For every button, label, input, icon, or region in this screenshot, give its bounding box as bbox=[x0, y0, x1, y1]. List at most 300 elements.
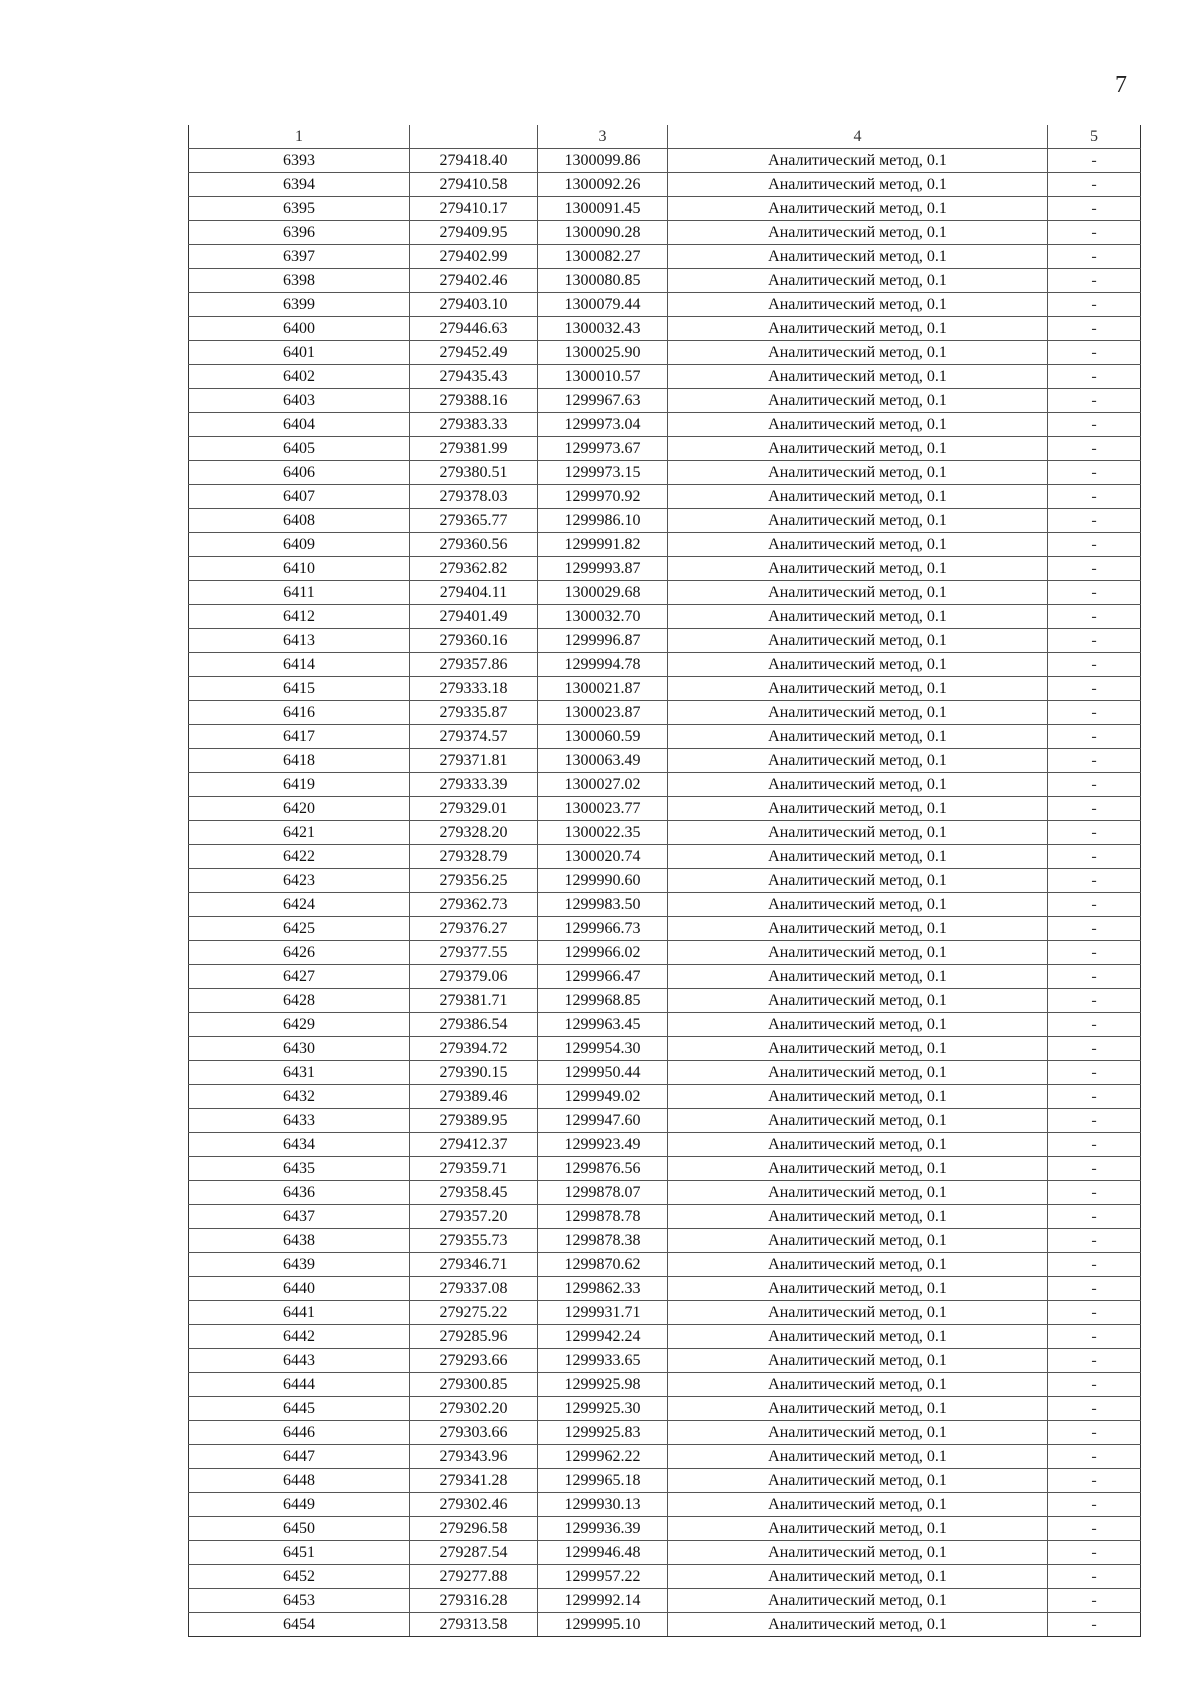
note-cell: - bbox=[1048, 1061, 1141, 1085]
x-coordinate-cell: 279358.45 bbox=[410, 1181, 538, 1205]
x-coordinate-cell: 279313.58 bbox=[410, 1613, 538, 1637]
header-col-5: 5 bbox=[1048, 125, 1141, 149]
point-number-cell: 6423 bbox=[189, 869, 410, 893]
note-cell: - bbox=[1048, 629, 1141, 653]
y-coordinate-cell: 1299947.60 bbox=[538, 1109, 668, 1133]
x-coordinate-cell: 279435.43 bbox=[410, 365, 538, 389]
method-cell: Аналитический метод, 0.1 bbox=[668, 1181, 1048, 1205]
x-coordinate-cell: 279329.01 bbox=[410, 797, 538, 821]
method-cell: Аналитический метод, 0.1 bbox=[668, 989, 1048, 1013]
y-coordinate-cell: 1300022.35 bbox=[538, 821, 668, 845]
method-cell: Аналитический метод, 0.1 bbox=[668, 1085, 1048, 1109]
note-cell: - bbox=[1048, 269, 1141, 293]
table-row bbox=[189, 269, 1141, 293]
point-number-cell: 6425 bbox=[189, 917, 410, 941]
y-coordinate-cell: 1300027.02 bbox=[538, 773, 668, 797]
point-number-cell: 6411 bbox=[189, 581, 410, 605]
x-coordinate-cell: 279410.58 bbox=[410, 173, 538, 197]
method-cell: Аналитический метод, 0.1 bbox=[668, 677, 1048, 701]
method-cell: Аналитический метод, 0.1 bbox=[668, 629, 1048, 653]
table-row bbox=[189, 509, 1141, 533]
y-coordinate-cell: 1299991.82 bbox=[538, 533, 668, 557]
y-coordinate-cell: 1300063.49 bbox=[538, 749, 668, 773]
point-number-cell: 6413 bbox=[189, 629, 410, 653]
method-cell: Аналитический метод, 0.1 bbox=[668, 1397, 1048, 1421]
method-cell: Аналитический метод, 0.1 bbox=[668, 1613, 1048, 1637]
note-cell: - bbox=[1048, 1205, 1141, 1229]
method-cell: Аналитический метод, 0.1 bbox=[668, 773, 1048, 797]
note-cell: - bbox=[1048, 1277, 1141, 1301]
x-coordinate-cell: 279380.51 bbox=[410, 461, 538, 485]
table-row bbox=[189, 173, 1141, 197]
x-coordinate-cell: 279287.54 bbox=[410, 1541, 538, 1565]
point-number-cell: 6437 bbox=[189, 1205, 410, 1229]
x-coordinate-cell: 279371.81 bbox=[410, 749, 538, 773]
note-cell: - bbox=[1048, 245, 1141, 269]
method-cell: Аналитический метод, 0.1 bbox=[668, 1013, 1048, 1037]
method-cell: Аналитический метод, 0.1 bbox=[668, 1109, 1048, 1133]
y-coordinate-cell: 1299973.15 bbox=[538, 461, 668, 485]
method-cell: Аналитический метод, 0.1 bbox=[668, 341, 1048, 365]
method-cell: Аналитический метод, 0.1 bbox=[668, 797, 1048, 821]
y-coordinate-cell: 1299878.07 bbox=[538, 1181, 668, 1205]
x-coordinate-cell: 279379.06 bbox=[410, 965, 538, 989]
header-col-3: 3 bbox=[538, 125, 668, 149]
note-cell: - bbox=[1048, 1133, 1141, 1157]
method-cell: Аналитический метод, 0.1 bbox=[668, 1037, 1048, 1061]
note-cell: - bbox=[1048, 1301, 1141, 1325]
point-number-cell: 6394 bbox=[189, 173, 410, 197]
note-cell: - bbox=[1048, 1493, 1141, 1517]
y-coordinate-cell: 1299990.60 bbox=[538, 869, 668, 893]
method-cell: Аналитический метод, 0.1 bbox=[668, 893, 1048, 917]
y-coordinate-cell: 1299878.78 bbox=[538, 1205, 668, 1229]
table-row bbox=[189, 1229, 1141, 1253]
x-coordinate-cell: 279365.77 bbox=[410, 509, 538, 533]
header-col-1: 1 bbox=[189, 125, 410, 149]
table-row bbox=[189, 1541, 1141, 1565]
note-cell: - bbox=[1048, 485, 1141, 509]
y-coordinate-cell: 1300023.77 bbox=[538, 797, 668, 821]
method-cell: Аналитический метод, 0.1 bbox=[668, 293, 1048, 317]
table-row bbox=[189, 1085, 1141, 1109]
method-cell: Аналитический метод, 0.1 bbox=[668, 965, 1048, 989]
note-cell: - bbox=[1048, 1541, 1141, 1565]
note-cell: - bbox=[1048, 1469, 1141, 1493]
x-coordinate-cell: 279360.56 bbox=[410, 533, 538, 557]
table-row bbox=[189, 1253, 1141, 1277]
point-number-cell: 6447 bbox=[189, 1445, 410, 1469]
table-row bbox=[189, 725, 1141, 749]
note-cell: - bbox=[1048, 221, 1141, 245]
y-coordinate-cell: 1299925.83 bbox=[538, 1421, 668, 1445]
y-coordinate-cell: 1299957.22 bbox=[538, 1565, 668, 1589]
table-row bbox=[189, 197, 1141, 221]
table-row bbox=[189, 1421, 1141, 1445]
point-number-cell: 6443 bbox=[189, 1349, 410, 1373]
table-row bbox=[189, 1277, 1141, 1301]
x-coordinate-cell: 279404.11 bbox=[410, 581, 538, 605]
point-number-cell: 6407 bbox=[189, 485, 410, 509]
y-coordinate-cell: 1299950.44 bbox=[538, 1061, 668, 1085]
header-row bbox=[189, 125, 1141, 149]
x-coordinate-cell: 279409.95 bbox=[410, 221, 538, 245]
point-number-cell: 6417 bbox=[189, 725, 410, 749]
x-coordinate-cell: 279378.03 bbox=[410, 485, 538, 509]
method-cell: Аналитический метод, 0.1 bbox=[668, 173, 1048, 197]
x-coordinate-cell: 279389.95 bbox=[410, 1109, 538, 1133]
x-coordinate-cell: 279360.16 bbox=[410, 629, 538, 653]
method-cell: Аналитический метод, 0.1 bbox=[668, 581, 1048, 605]
method-cell: Аналитический метод, 0.1 bbox=[668, 1589, 1048, 1613]
x-coordinate-cell: 279359.71 bbox=[410, 1157, 538, 1181]
table-row bbox=[189, 1301, 1141, 1325]
x-coordinate-cell: 279333.39 bbox=[410, 773, 538, 797]
method-cell: Аналитический метод, 0.1 bbox=[668, 1469, 1048, 1493]
y-coordinate-cell: 1299949.02 bbox=[538, 1085, 668, 1109]
point-number-cell: 6401 bbox=[189, 341, 410, 365]
table-row bbox=[189, 1397, 1141, 1421]
point-number-cell: 6450 bbox=[189, 1517, 410, 1541]
note-cell: - bbox=[1048, 749, 1141, 773]
y-coordinate-cell: 1299963.45 bbox=[538, 1013, 668, 1037]
note-cell: - bbox=[1048, 965, 1141, 989]
table-row bbox=[189, 389, 1141, 413]
page-number: 7 bbox=[1115, 72, 1127, 98]
table-row bbox=[189, 773, 1141, 797]
method-cell: Аналитический метод, 0.1 bbox=[668, 1325, 1048, 1349]
point-number-cell: 6438 bbox=[189, 1229, 410, 1253]
y-coordinate-cell: 1299878.38 bbox=[538, 1229, 668, 1253]
method-cell: Аналитический метод, 0.1 bbox=[668, 365, 1048, 389]
point-number-cell: 6399 bbox=[189, 293, 410, 317]
y-coordinate-cell: 1300025.90 bbox=[538, 341, 668, 365]
point-number-cell: 6441 bbox=[189, 1301, 410, 1325]
point-number-cell: 6429 bbox=[189, 1013, 410, 1037]
point-number-cell: 6408 bbox=[189, 509, 410, 533]
x-coordinate-cell: 279390.15 bbox=[410, 1061, 538, 1085]
y-coordinate-cell: 1299996.87 bbox=[538, 629, 668, 653]
x-coordinate-cell: 279316.28 bbox=[410, 1589, 538, 1613]
method-cell: Аналитический метод, 0.1 bbox=[668, 941, 1048, 965]
table-body bbox=[189, 149, 1141, 1637]
point-number-cell: 6436 bbox=[189, 1181, 410, 1205]
point-number-cell: 6404 bbox=[189, 413, 410, 437]
point-number-cell: 6410 bbox=[189, 557, 410, 581]
note-cell: - bbox=[1048, 845, 1141, 869]
note-cell: - bbox=[1048, 869, 1141, 893]
point-number-cell: 6432 bbox=[189, 1085, 410, 1109]
x-coordinate-cell: 279377.55 bbox=[410, 941, 538, 965]
table-row bbox=[189, 1037, 1141, 1061]
point-number-cell: 6442 bbox=[189, 1325, 410, 1349]
method-cell: Аналитический метод, 0.1 bbox=[668, 509, 1048, 533]
x-coordinate-cell: 279328.20 bbox=[410, 821, 538, 845]
table-row bbox=[189, 1373, 1141, 1397]
note-cell: - bbox=[1048, 341, 1141, 365]
point-number-cell: 6454 bbox=[189, 1613, 410, 1637]
y-coordinate-cell: 1300021.87 bbox=[538, 677, 668, 701]
method-cell: Аналитический метод, 0.1 bbox=[668, 749, 1048, 773]
note-cell: - bbox=[1048, 773, 1141, 797]
note-cell: - bbox=[1048, 1037, 1141, 1061]
method-cell: Аналитический метод, 0.1 bbox=[668, 413, 1048, 437]
table-row bbox=[189, 293, 1141, 317]
x-coordinate-cell: 279446.63 bbox=[410, 317, 538, 341]
note-cell: - bbox=[1048, 149, 1141, 173]
point-number-cell: 6395 bbox=[189, 197, 410, 221]
y-coordinate-cell: 1299933.65 bbox=[538, 1349, 668, 1373]
header-col-4: 4 bbox=[668, 125, 1048, 149]
note-cell: - bbox=[1048, 1109, 1141, 1133]
note-cell: - bbox=[1048, 557, 1141, 581]
y-coordinate-cell: 1300060.59 bbox=[538, 725, 668, 749]
table-row bbox=[189, 1517, 1141, 1541]
method-cell: Аналитический метод, 0.1 bbox=[668, 269, 1048, 293]
x-coordinate-cell: 279357.20 bbox=[410, 1205, 538, 1229]
table-row bbox=[189, 1109, 1141, 1133]
note-cell: - bbox=[1048, 293, 1141, 317]
point-number-cell: 6452 bbox=[189, 1565, 410, 1589]
y-coordinate-cell: 1299966.47 bbox=[538, 965, 668, 989]
point-number-cell: 6453 bbox=[189, 1589, 410, 1613]
table-row bbox=[189, 413, 1141, 437]
note-cell: - bbox=[1048, 941, 1141, 965]
method-cell: Аналитический метод, 0.1 bbox=[668, 1445, 1048, 1469]
note-cell: - bbox=[1048, 413, 1141, 437]
point-number-cell: 6405 bbox=[189, 437, 410, 461]
table-row bbox=[189, 1469, 1141, 1493]
note-cell: - bbox=[1048, 605, 1141, 629]
y-coordinate-cell: 1300099.86 bbox=[538, 149, 668, 173]
point-number-cell: 6444 bbox=[189, 1373, 410, 1397]
method-cell: Аналитический метод, 0.1 bbox=[668, 1373, 1048, 1397]
point-number-cell: 6433 bbox=[189, 1109, 410, 1133]
x-coordinate-cell: 279394.72 bbox=[410, 1037, 538, 1061]
x-coordinate-cell: 279362.73 bbox=[410, 893, 538, 917]
x-coordinate-cell: 279335.87 bbox=[410, 701, 538, 725]
x-coordinate-cell: 279389.46 bbox=[410, 1085, 538, 1109]
x-coordinate-cell: 279410.17 bbox=[410, 197, 538, 221]
table-row bbox=[189, 1181, 1141, 1205]
note-cell: - bbox=[1048, 677, 1141, 701]
y-coordinate-cell: 1299965.18 bbox=[538, 1469, 668, 1493]
method-cell: Аналитический метод, 0.1 bbox=[668, 557, 1048, 581]
table-row bbox=[189, 1445, 1141, 1469]
note-cell: - bbox=[1048, 1229, 1141, 1253]
table-row bbox=[189, 1349, 1141, 1373]
point-number-cell: 6428 bbox=[189, 989, 410, 1013]
table-row bbox=[189, 557, 1141, 581]
note-cell: - bbox=[1048, 1157, 1141, 1181]
x-coordinate-cell: 279412.37 bbox=[410, 1133, 538, 1157]
point-number-cell: 6446 bbox=[189, 1421, 410, 1445]
table-row bbox=[189, 221, 1141, 245]
note-cell: - bbox=[1048, 173, 1141, 197]
y-coordinate-cell: 1299973.04 bbox=[538, 413, 668, 437]
y-coordinate-cell: 1299995.10 bbox=[538, 1613, 668, 1637]
method-cell: Аналитический метод, 0.1 bbox=[668, 1301, 1048, 1325]
point-number-cell: 6427 bbox=[189, 965, 410, 989]
y-coordinate-cell: 1299876.56 bbox=[538, 1157, 668, 1181]
table-row bbox=[189, 653, 1141, 677]
method-cell: Аналитический метод, 0.1 bbox=[668, 389, 1048, 413]
y-coordinate-cell: 1300080.85 bbox=[538, 269, 668, 293]
method-cell: Аналитический метод, 0.1 bbox=[668, 221, 1048, 245]
y-coordinate-cell: 1300079.44 bbox=[538, 293, 668, 317]
method-cell: Аналитический метод, 0.1 bbox=[668, 437, 1048, 461]
method-cell: Аналитический метод, 0.1 bbox=[668, 149, 1048, 173]
table-row bbox=[189, 1565, 1141, 1589]
note-cell: - bbox=[1048, 1325, 1141, 1349]
x-coordinate-cell: 279337.08 bbox=[410, 1277, 538, 1301]
note-cell: - bbox=[1048, 389, 1141, 413]
method-cell: Аналитический метод, 0.1 bbox=[668, 1565, 1048, 1589]
note-cell: - bbox=[1048, 1013, 1141, 1037]
method-cell: Аналитический метод, 0.1 bbox=[668, 605, 1048, 629]
point-number-cell: 6424 bbox=[189, 893, 410, 917]
method-cell: Аналитический метод, 0.1 bbox=[668, 1133, 1048, 1157]
x-coordinate-cell: 279341.28 bbox=[410, 1469, 538, 1493]
y-coordinate-cell: 1300032.70 bbox=[538, 605, 668, 629]
point-number-cell: 6421 bbox=[189, 821, 410, 845]
method-cell: Аналитический метод, 0.1 bbox=[668, 1157, 1048, 1181]
table-row bbox=[189, 437, 1141, 461]
x-coordinate-cell: 279293.66 bbox=[410, 1349, 538, 1373]
x-coordinate-cell: 279275.22 bbox=[410, 1301, 538, 1325]
table-row bbox=[189, 1589, 1141, 1613]
note-cell: - bbox=[1048, 1517, 1141, 1541]
y-coordinate-cell: 1299936.39 bbox=[538, 1517, 668, 1541]
point-number-cell: 6422 bbox=[189, 845, 410, 869]
method-cell: Аналитический метод, 0.1 bbox=[668, 653, 1048, 677]
y-coordinate-cell: 1300091.45 bbox=[538, 197, 668, 221]
x-coordinate-cell: 279376.27 bbox=[410, 917, 538, 941]
point-number-cell: 6435 bbox=[189, 1157, 410, 1181]
table-row bbox=[189, 485, 1141, 509]
x-coordinate-cell: 279374.57 bbox=[410, 725, 538, 749]
x-coordinate-cell: 279402.99 bbox=[410, 245, 538, 269]
y-coordinate-cell: 1299966.02 bbox=[538, 941, 668, 965]
point-number-cell: 6431 bbox=[189, 1061, 410, 1085]
table-row bbox=[189, 701, 1141, 725]
coordinates-table bbox=[188, 125, 1141, 1637]
table-row bbox=[189, 869, 1141, 893]
point-number-cell: 6393 bbox=[189, 149, 410, 173]
x-coordinate-cell: 279381.71 bbox=[410, 989, 538, 1013]
y-coordinate-cell: 1299986.10 bbox=[538, 509, 668, 533]
point-number-cell: 6418 bbox=[189, 749, 410, 773]
note-cell: - bbox=[1048, 533, 1141, 557]
x-coordinate-cell: 279328.79 bbox=[410, 845, 538, 869]
method-cell: Аналитический метод, 0.1 bbox=[668, 869, 1048, 893]
table-row bbox=[189, 1493, 1141, 1517]
y-coordinate-cell: 1300082.27 bbox=[538, 245, 668, 269]
table-row bbox=[189, 581, 1141, 605]
x-coordinate-cell: 279452.49 bbox=[410, 341, 538, 365]
y-coordinate-cell: 1299970.92 bbox=[538, 485, 668, 509]
point-number-cell: 6426 bbox=[189, 941, 410, 965]
point-number-cell: 6400 bbox=[189, 317, 410, 341]
method-cell: Аналитический метод, 0.1 bbox=[668, 461, 1048, 485]
note-cell: - bbox=[1048, 1373, 1141, 1397]
x-coordinate-cell: 279285.96 bbox=[410, 1325, 538, 1349]
method-cell: Аналитический метод, 0.1 bbox=[668, 701, 1048, 725]
note-cell: - bbox=[1048, 653, 1141, 677]
note-cell: - bbox=[1048, 461, 1141, 485]
y-coordinate-cell: 1299946.48 bbox=[538, 1541, 668, 1565]
y-coordinate-cell: 1299973.67 bbox=[538, 437, 668, 461]
point-number-cell: 6414 bbox=[189, 653, 410, 677]
note-cell: - bbox=[1048, 1421, 1141, 1445]
x-coordinate-cell: 279355.73 bbox=[410, 1229, 538, 1253]
y-coordinate-cell: 1299966.73 bbox=[538, 917, 668, 941]
method-cell: Аналитический метод, 0.1 bbox=[668, 725, 1048, 749]
method-cell: Аналитический метод, 0.1 bbox=[668, 1517, 1048, 1541]
x-coordinate-cell: 279362.82 bbox=[410, 557, 538, 581]
y-coordinate-cell: 1299967.63 bbox=[538, 389, 668, 413]
note-cell: - bbox=[1048, 437, 1141, 461]
x-coordinate-cell: 279277.88 bbox=[410, 1565, 538, 1589]
method-cell: Аналитический метод, 0.1 bbox=[668, 845, 1048, 869]
method-cell: Аналитический метод, 0.1 bbox=[668, 1421, 1048, 1445]
x-coordinate-cell: 279356.25 bbox=[410, 869, 538, 893]
y-coordinate-cell: 1300020.74 bbox=[538, 845, 668, 869]
y-coordinate-cell: 1299930.13 bbox=[538, 1493, 668, 1517]
note-cell: - bbox=[1048, 317, 1141, 341]
y-coordinate-cell: 1299942.24 bbox=[538, 1325, 668, 1349]
note-cell: - bbox=[1048, 1613, 1141, 1637]
table-row bbox=[189, 341, 1141, 365]
x-coordinate-cell: 279357.86 bbox=[410, 653, 538, 677]
x-coordinate-cell: 279302.46 bbox=[410, 1493, 538, 1517]
table-row bbox=[189, 941, 1141, 965]
note-cell: - bbox=[1048, 365, 1141, 389]
note-cell: - bbox=[1048, 1397, 1141, 1421]
x-coordinate-cell: 279300.85 bbox=[410, 1373, 538, 1397]
method-cell: Аналитический метод, 0.1 bbox=[668, 917, 1048, 941]
note-cell: - bbox=[1048, 509, 1141, 533]
x-coordinate-cell: 279303.66 bbox=[410, 1421, 538, 1445]
x-coordinate-cell: 279403.10 bbox=[410, 293, 538, 317]
method-cell: Аналитический метод, 0.1 bbox=[668, 1205, 1048, 1229]
table-row bbox=[189, 629, 1141, 653]
point-number-cell: 6402 bbox=[189, 365, 410, 389]
method-cell: Аналитический метод, 0.1 bbox=[668, 245, 1048, 269]
y-coordinate-cell: 1299925.30 bbox=[538, 1397, 668, 1421]
x-coordinate-cell: 279381.99 bbox=[410, 437, 538, 461]
y-coordinate-cell: 1299994.78 bbox=[538, 653, 668, 677]
y-coordinate-cell: 1299992.14 bbox=[538, 1589, 668, 1613]
y-coordinate-cell: 1300029.68 bbox=[538, 581, 668, 605]
y-coordinate-cell: 1300032.43 bbox=[538, 317, 668, 341]
point-number-cell: 6419 bbox=[189, 773, 410, 797]
x-coordinate-cell: 279388.16 bbox=[410, 389, 538, 413]
point-number-cell: 6403 bbox=[189, 389, 410, 413]
table-row bbox=[189, 149, 1141, 173]
x-coordinate-cell: 279383.33 bbox=[410, 413, 538, 437]
y-coordinate-cell: 1300090.28 bbox=[538, 221, 668, 245]
point-number-cell: 6415 bbox=[189, 677, 410, 701]
y-coordinate-cell: 1299931.71 bbox=[538, 1301, 668, 1325]
header-col-2 bbox=[410, 125, 538, 149]
method-cell: Аналитический метод, 0.1 bbox=[668, 485, 1048, 509]
point-number-cell: 6406 bbox=[189, 461, 410, 485]
table-row bbox=[189, 965, 1141, 989]
table-row bbox=[189, 989, 1141, 1013]
method-cell: Аналитический метод, 0.1 bbox=[668, 1277, 1048, 1301]
y-coordinate-cell: 1299923.49 bbox=[538, 1133, 668, 1157]
